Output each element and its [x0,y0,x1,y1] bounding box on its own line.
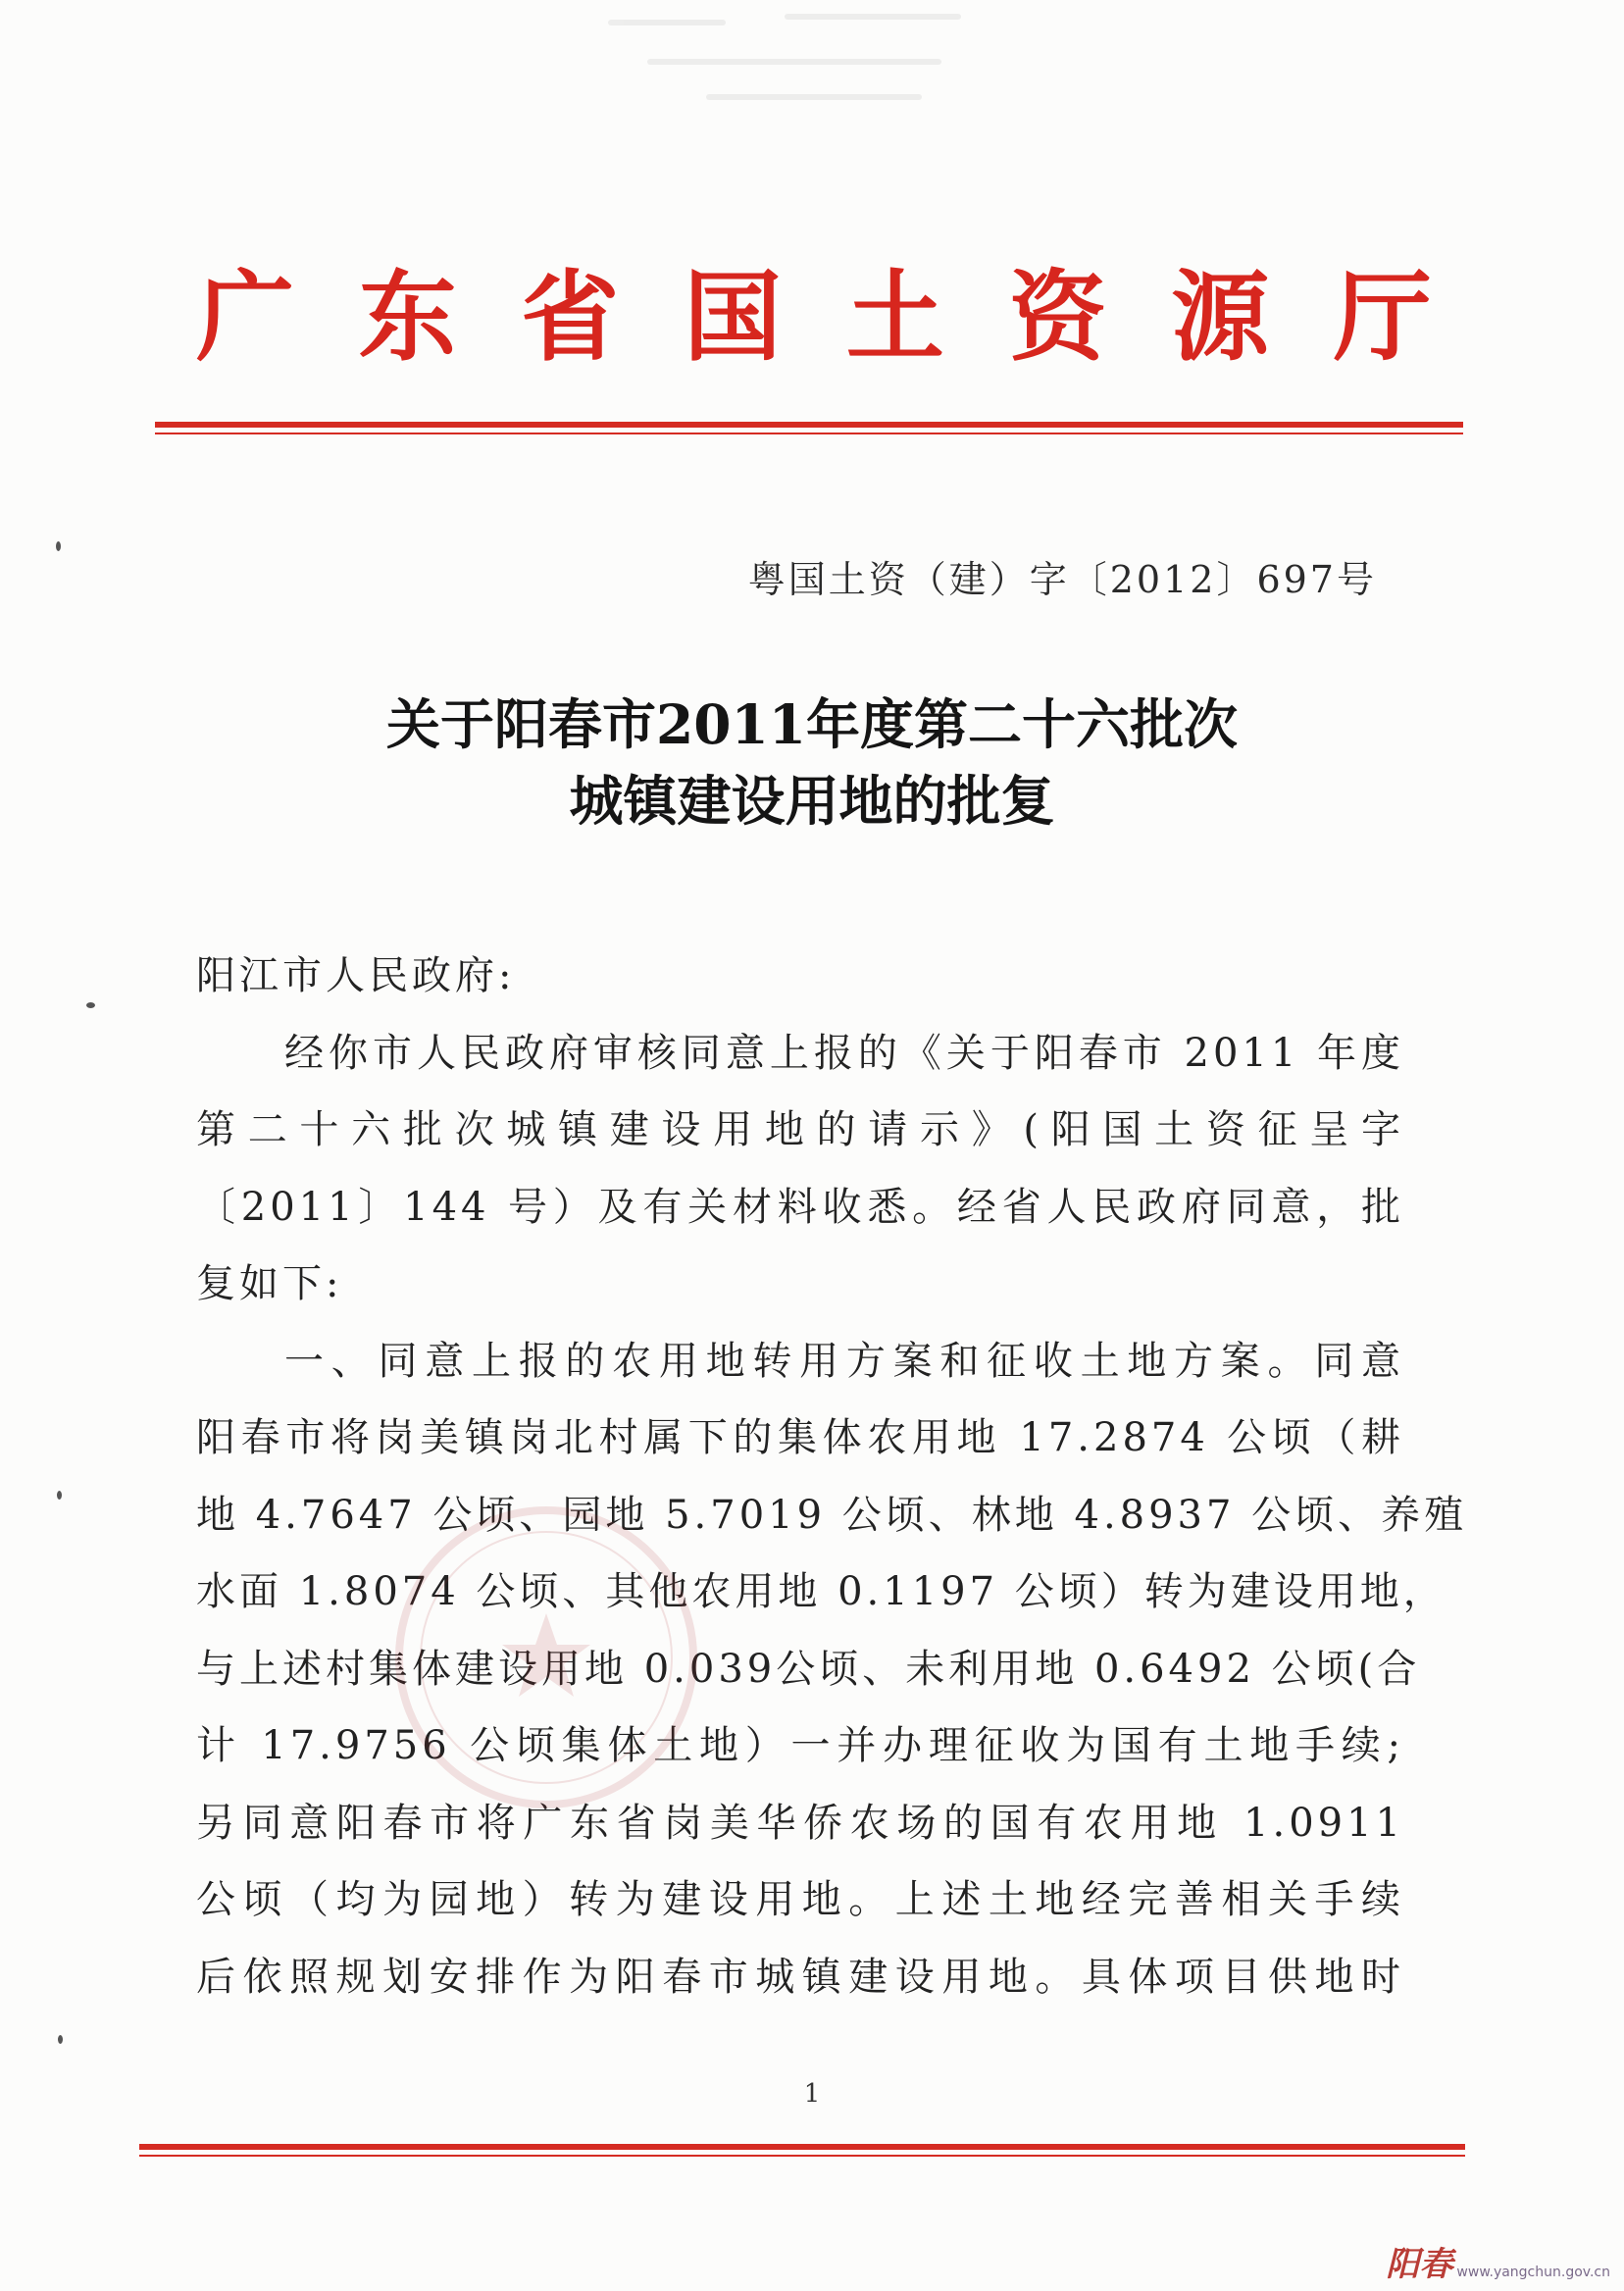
watermark-logo: 阳春 [1386,2245,1453,2284]
org-title-char: 厅 [1333,259,1432,375]
body-line: 〔2011〕144 号）及有关材料收悉。经省人民政府同意，批 [196,1184,1404,1230]
header-red-rule [155,422,1463,434]
body-line: 水面 1.8074 公顷、其他农用地 0.1197 公顷）转为建设用地， [196,1569,1446,1614]
org-title-char: 资 [1008,259,1107,375]
body-line: 与上述村集体建设用地 0.039公顷、未利用地 0.6492 公顷(合 [196,1646,1421,1692]
scan-speck [86,1002,95,1008]
page-number: 1 [803,2079,821,2109]
org-title-char: 省 [521,259,620,375]
scan-speck [58,2035,63,2044]
body-line: 地 4.7647 公顷、园地 5.7019 公顷、林地 4.8937 公顷、养殖 [196,1492,1468,1538]
body-line: 公顷（均为园地）转为建设用地。上述土地经完善相关手续 [196,1877,1404,1922]
document-title [196,687,1428,840]
body-line: 经你市人民政府审核同意上报的《关于阳春市 2011 年度 [284,1030,1404,1076]
show-through-marks [588,0,1040,118]
salutation: 阳江市人民政府: [196,953,516,998]
title-line-2: 城镇建设用地的批复 [569,769,1055,833]
body-line: 复如下: [196,1261,343,1306]
faint-seal-stamp [384,1496,708,1819]
org-title-char: 广 [196,259,294,375]
body-line: 计 17.9756 公顷集体土地）一并办理征收为国有土地手续; [196,1723,1404,1768]
site-watermark [1386,2245,1610,2284]
document-number: 粤国土资（建）字〔2012〕697号 [747,558,1377,601]
document-body [196,938,1468,2015]
title-line-1: 关于阳春市2011年度第二十六批次 [385,692,1239,756]
scan-speck [56,541,61,551]
scan-speck [57,1491,62,1500]
body-line: 第二十六批次城镇建设用地的请示》(阳国土资征呈字 [196,1107,1404,1152]
body-line: 后依照规划安排作为阳春市城镇建设用地。具体项目供地时 [196,1954,1404,2000]
body-line: 另同意阳春市将广东省岗美华侨农场的国有农用地 1.0911 [196,1800,1404,1846]
footer-red-rule [139,2144,1465,2157]
issuing-organization-title [196,253,1432,381]
org-title-char: 东 [358,259,457,375]
body-line: 一、同意上报的农用地转用方案和征收土地方案。同意 [284,1338,1404,1384]
watermark-url: www.yangchun.gov.cn [1456,2265,1610,2280]
org-title-char: 国 [684,259,783,375]
org-title-char: 土 [845,259,944,375]
org-title-char: 源 [1171,259,1270,375]
body-line: 阳春市将岗美镇岗北村属下的集体农用地 17.2874 公顷（耕 [196,1415,1404,1460]
